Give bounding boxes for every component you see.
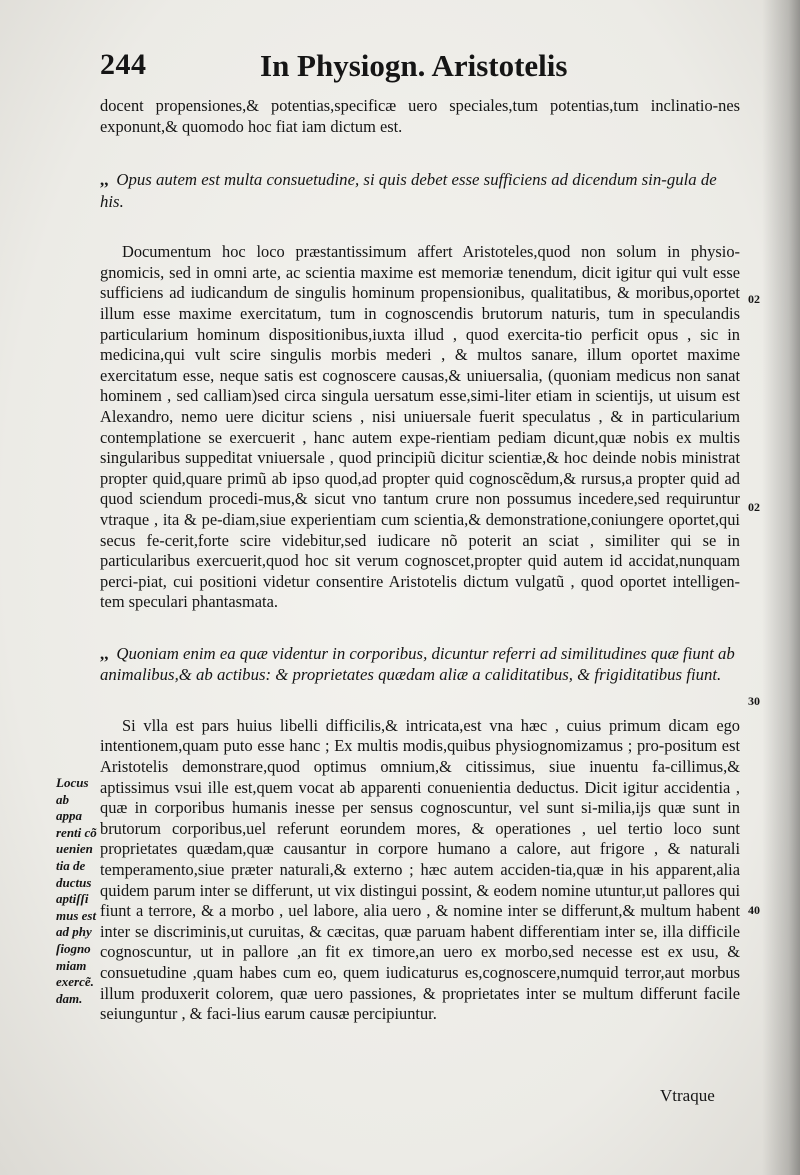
catchword: Vtraque	[660, 1086, 715, 1105]
lemma-2-text: Quoniam enim ea quæ videntur in corporibus, dicuntur referri ad similitudines quæ fiunt ab animalibus,& ab actibus: & proprietates quædam aliæ a caliditatibus, & frigiditatibus fiunt.	[100, 643, 735, 685]
margin-line-number: 40	[748, 903, 760, 917]
lemma-1	[100, 169, 740, 212]
lemma-1-mark: ,,	[100, 170, 109, 190]
lemma-2-mark: ,,	[100, 643, 109, 663]
commentary-paragraph-2: Si vlla est pars huius libelli difficilis,& intricata,est vna hæc , cuius primum dicam ego intentionem,quam puto esse hanc ; Ex multis modis,quibus physiognomizamus ; pro-positum est Aristotelis demonstrare,quod optimus omnium,& citissimus, siue inuentu fa-cillimus,& aptissimus vsui ille est,quem vocat ab apparenti conuenientia deductus. Dicit igitur accidentia , quæ in corporibus humanis inesse per sensus cognoscuntur, vel sunt si-milia,ijs quæ sunt in brutorum corporibus,uel referunt eorundem mores, & operationes , uel tertio loco sunt proprietates quædam,quæ causantur in corpore humano a calore, aut frigore , & naturali temperamento,siue præter naturali,& externo ; hæc autem acciden-tia,quæ in his apparent,alia quidem parum inter se differunt, ut vix distingui possint, & eodem nomine utuntur,ut pallores qui fiunt a terrore, & a morbo , uel labore, alia uero , & nomine inter se differunt,& multum habent inter se discriminis,ut curuitas, & cæcitas, quæ paruam habent differentiam inter se, illa difficile cognoscuntur, ut in pallore ,an fit ex timore,an uero ex morbo,sed necesse est ex usu, & consuetudine ,quam habes cum eo, quem iudicaturus es,cognoscere,numquid terror,aut morbus illum produxerit colorem, quæ uero passiones, & proprietates inter se multum differunt facile seiunguntur , & faci-lius earum causæ percipiuntur.	[100, 715, 740, 1024]
commentary-paragraph-1: Documentum hoc loco præstantissimum affert Aristoteles,quod non solum in physio-gnomicis, sed in omni arte, ac scientia maxime est memoriæ tenendum, dicit igitur qui vult esse sufficiens ad iudicandum de singulis hominum propensionibus, qualitatibus, & moribus,oportet illum esse maxime exercitatum, tum in cognoscendis brutorum naturis, tum in speculandis particularium hominum dispositionibus,iuxta illud , quod exercita-tio perficit opus , sic in medicina,qui vult scire singulis morbis mederi , & multos sanare, illum oportet maxime exercitatum esse, neque satis est cognoscere causas,& uniuersalia, (quoniam medicus non sanat hominem , sed calliam)sed circa singula uersatum esse,simi-liter etiam in scientijs, ut uisum est Alexandro, nemo uere dicitur sciens , nisi uniuersale fuerit speculatus , & in particularium contemplatione se exercuerit , hanc autem expe-rientiam pediam dicunt,quæ nobis ex multis singularibus suppeditat vniuersale , quod principiũ dicitur scientiæ,& hoc deinde nobis ministrat propter quid,quare primũ ab ipso quod,ad propter quid cognoscẽdum,& rursus,a propter quid ad quod sciendum procedi-mus,& sicut vno tantum crure non possumus incedere,sed requiruntur vtraque , ita & pe-diam,siue experientiam cum scientia,& demonstratione,coniungere oportet,qui secus fe-cerit,forte scire videbitur,sed iudicare nõ poterit an sciat , similiter qui se in particularibus exercuerit,quod hoc sit verum cognoscet,propter quid autem id accidat,nunquam perci-piat, cui positioni videtur consentire Aristotelis dictum vulgatũ , quod oportet intelligen-tem speculari phantasmata.	[100, 242, 740, 612]
lemma-1-text: Opus autem est multa consuetudine, si quis debet esse sufficiens ad dicendum sin-gula de his.	[100, 170, 717, 211]
text-block	[100, 96, 740, 1025]
marginal-note: Locus ab appa renti cõ uenien tia de ductus aptiſſi mus est ad phy ſiogno miam exercẽ. dam.	[56, 775, 97, 1006]
margin-line-number: 30	[748, 694, 760, 708]
margin-line-number: 02	[748, 500, 760, 514]
intro-paragraph: docent propensiones,& potentias,specificæ uero speciales,tum potentias,tum inclinatio-nes exponunt,& quomodo hoc fiat iam dictum est.	[100, 96, 740, 136]
gutter-shadow	[762, 0, 800, 1175]
page-header	[100, 48, 740, 88]
lemma-2	[100, 643, 740, 686]
margin-line-number: 02	[748, 292, 760, 306]
page-number: 244	[100, 48, 147, 81]
running-head: In Physiogn. Aristotelis	[260, 48, 568, 83]
